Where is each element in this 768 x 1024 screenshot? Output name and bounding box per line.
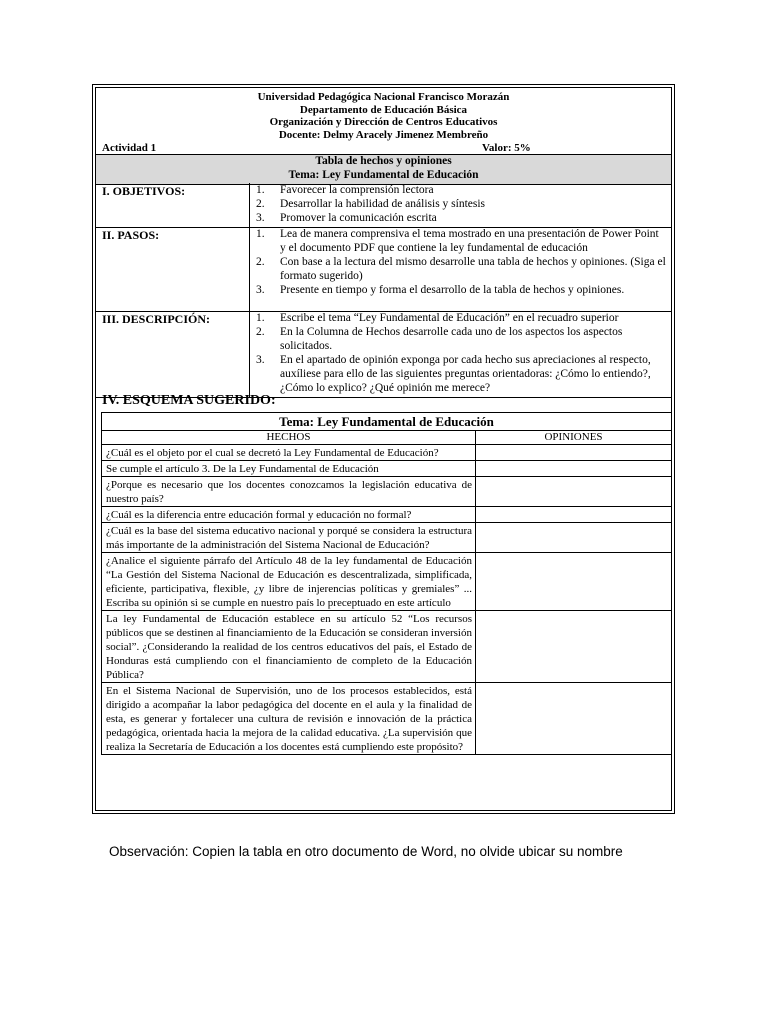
list-item: 1. Favorecer la comprensión lectora <box>256 184 434 196</box>
table-row <box>102 553 671 611</box>
table-row <box>102 507 671 523</box>
esquema-label: IV. ESQUEMA SUGERIDO: <box>102 393 276 408</box>
list-item: 3. Promover la comunicación escrita <box>256 212 437 224</box>
fact-cell: ¿Porque es necesario que los docentes conozcamos la legislación educativa de nuestro país? <box>102 477 476 506</box>
table-theme: Tema: Ley Fundamental de Educación <box>288 168 479 181</box>
fact-cell: ¿Analice el siguiente párrafo del Artículo 48 de la ley fundamental de Educación “La Gestión del Sistema Nacional de Educación es descentralizada, simplificada, eficiente, participativa, flexible, ¿y libre de injerencias políticas y gremiales” ... Escriba su opinión si se cumple en nuestro país lo preceptuado en este artículo <box>102 553 476 610</box>
activity-label: Actividad 1 <box>102 142 157 154</box>
descripcion-list <box>254 311 667 395</box>
table-row <box>102 477 671 507</box>
section-objetivos <box>96 183 671 228</box>
column-header-hechos: HECHOS <box>102 431 476 444</box>
section-label: III. DESCRIPCIÓN: <box>102 312 211 326</box>
fact-cell: En el Sistema Nacional de Supervisión, uno de los procesos establecidos, está dirigido a acompañar la labor pedagógica del docente en el aula y la finalidad de esta, es generar y fortalecer una cultura de revisión e innovación de la práctica pedagógica, orientada hacia la mejora de la calidad educativa. ¿La supervisión que realiza la Secretaría de Educación a los docentes está cumpliendo este propósito? <box>102 683 476 754</box>
fact-cell: ¿Cuál es la base del sistema educativo nacional y porqué se considera la estructura más importante de la administración del Sistema Nacional de Educación? <box>102 523 476 552</box>
section-label: II. PASOS: <box>102 228 160 242</box>
table-header-row <box>102 431 671 445</box>
observation-note: Observación: Copien la tabla en otro documento de Word, no olvide ubicar su nombre <box>109 844 623 859</box>
table-row <box>102 461 671 477</box>
list-item: 2. Con base a la lectura del mismo desarrolle una tabla de hechos y opiniones. (Siga el formato sugerido) <box>256 256 666 282</box>
list-item: 3. En el apartado de opinión exponga por cada hecho sus apreciaciones al respecto, auxíliese para ello de las siguientes preguntas orientadoras: ¿Cómo lo entiendo?, ¿Cómo lo explico? ¿Qué opinión me merece? <box>256 354 651 394</box>
fact-cell: ¿Cuál es la diferencia entre educación formal y educación no formal? <box>102 507 476 522</box>
column-header-opiniones: OPINIONES <box>544 431 603 443</box>
fact-cell: Se cumple el artículo 3. De la Ley Fundamental de Educación <box>102 461 476 476</box>
facts-table-title: Tema: Ley Fundamental de Educación <box>102 413 671 431</box>
list-item: 3. Presente en tiempo y forma el desarrollo de la tabla de hechos y opiniones. <box>256 284 625 296</box>
opinion-cell[interactable] <box>476 523 671 552</box>
table-row <box>102 523 671 553</box>
teacher-name: Docente: Delmy Aracely Jimenez Membreño <box>278 128 489 141</box>
table-title-banner <box>96 154 671 185</box>
opinion-cell[interactable] <box>476 507 671 522</box>
opinion-cell[interactable] <box>476 477 671 506</box>
department-name: Departamento de Educación Básica <box>299 103 468 116</box>
activity-document <box>92 84 675 814</box>
list-item: 1. Escribe el tema “Ley Fundamental de Educación” en el recuadro superior <box>256 312 619 324</box>
table-title: Tabla de hechos y opiniones <box>315 155 452 167</box>
university-name: Universidad Pedagógica Nacional Francisco Morazán <box>257 91 510 103</box>
table-row <box>102 683 671 754</box>
table-row <box>102 611 671 683</box>
facts-opinions-table <box>101 412 672 755</box>
opinion-cell[interactable] <box>476 553 671 610</box>
activity-value: Valor: 5% <box>482 142 531 154</box>
document-header <box>96 88 671 154</box>
list-item: 2. En la Columna de Hechos desarrolle cada uno de los aspectos los aspectos solicitados. <box>256 326 623 352</box>
opinion-cell[interactable] <box>476 683 671 754</box>
table-row <box>102 445 671 461</box>
fact-cell: ¿Cuál es el objeto por el cual se decretó la Ley Fundamental de Educación? <box>102 445 476 460</box>
pasos-list <box>254 227 667 297</box>
section-label: I. OBJETIVOS: <box>102 184 186 198</box>
opinion-cell[interactable] <box>476 461 671 476</box>
course-name: Organización y Dirección de Centros Educativos <box>269 116 498 128</box>
list-item: 1. Lea de manera comprensiva el tema mostrado en una presentación de Power Point y el documento PDF que contiene la ley fundamental de educación <box>256 228 659 254</box>
opinion-cell[interactable] <box>476 445 671 460</box>
list-item: 2. Desarrollar la habilidad de análisis y síntesis <box>256 198 486 210</box>
document-inner-border <box>95 87 672 811</box>
section-pasos <box>96 227 671 312</box>
opinion-cell[interactable] <box>476 611 671 682</box>
fact-cell: La ley Fundamental de Educación establece en su artículo 52 “Los recursos públicos que se destinen al financiamiento de la Educación se consideran inversión social”. ¿Considerando la realidad de los centros educativos del país, el Estado de Honduras está cumpliendo con el financiamiento de completo de la Educación Pública? <box>102 611 476 682</box>
objetivos-list <box>254 183 667 225</box>
section-descripcion <box>96 311 671 398</box>
